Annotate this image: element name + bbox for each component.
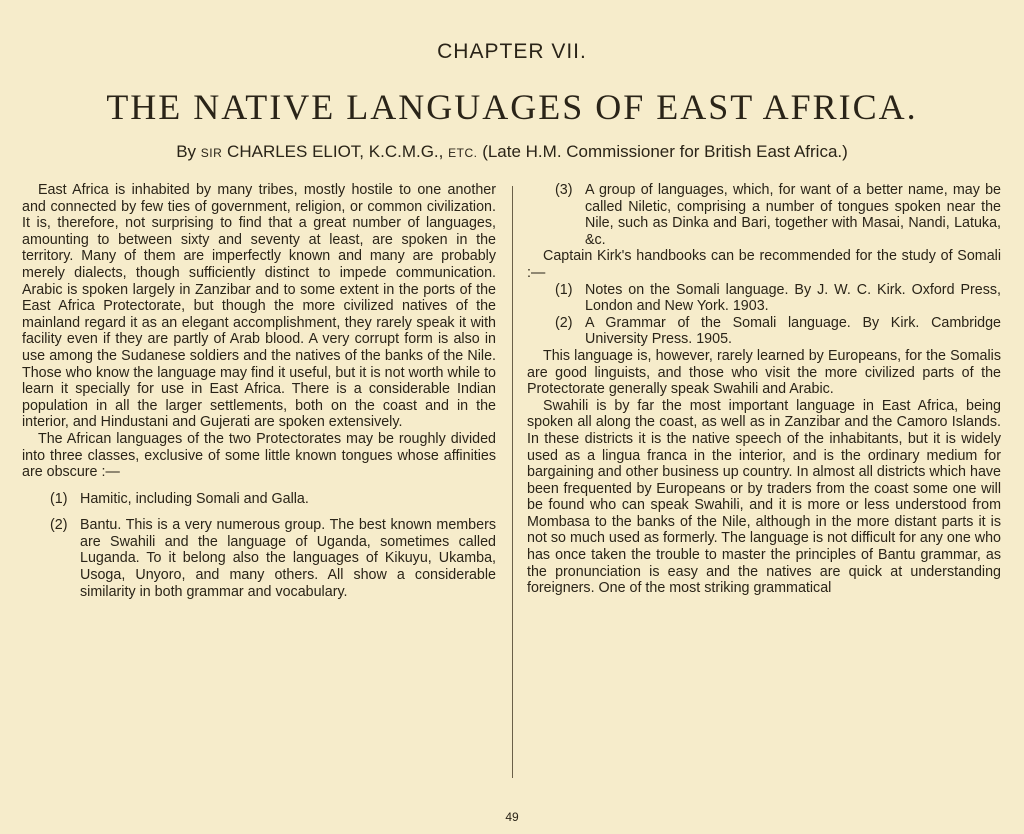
chapter-heading: CHAPTER VII.	[437, 40, 587, 63]
list-number: (1)	[555, 281, 573, 298]
list-number: (2)	[555, 314, 573, 331]
byline-prefix: By	[176, 142, 197, 161]
reference-item	[527, 315, 1001, 348]
list-item	[527, 182, 1001, 248]
list-text: A group of languages, which, for want of a better name, may be called Niletic, comprising a number of tongues spoken near the Nile, such as Dinka and Bari, together with Masai, Nandi, Latuka, &c.	[585, 182, 1001, 248]
byline-etc: ETC.	[448, 146, 478, 160]
left-column	[22, 182, 496, 600]
page-title: THE NATIVE LANGUAGES OF EAST AFRICA.	[106, 87, 918, 127]
byline-note: (Late H.M. Commissioner for British East Africa.)	[482, 142, 848, 161]
list-number: (3)	[555, 182, 573, 198]
list-text: Hamitic, including Somali and Galla.	[80, 490, 309, 507]
list-number: (2)	[50, 517, 68, 534]
paragraph: The African languages of the two Protectorates may be roughly divided into three classes, exclusive of some little known tongues whose affinities are obscure :—	[22, 430, 496, 481]
page-number: 49	[505, 810, 519, 824]
list-item	[22, 491, 496, 508]
list-number: (1)	[50, 490, 68, 507]
list-text: Notes on the Somali language. By J. W. C. Kirk. Oxford Press, London and New York. 1903.	[585, 281, 1001, 315]
paragraph: This language is, however, rarely learned by Europeans, for the Somalis are good linguists, and those who visit the more civilized parts of the Protectorate generally speak Swahili and Arabic.	[527, 347, 1001, 398]
list-text: Bantu. This is a very numerous group. The best known members are Swahili and the language of Uganda, sometimes called Luganda. To it belong also the languages of Kikuyu, Ukamba, Usoga, Unyoro, and many others. All show a considerable similarity in both grammar and vocabulary.	[80, 517, 496, 600]
column-divider	[512, 186, 513, 778]
byline	[0, 142, 1024, 162]
paragraph: Captain Kirk's handbooks can be recommended for the study of Somali :—	[527, 248, 1001, 281]
byline-author: CHARLES ELIOT, K.C.M.G.,	[227, 142, 444, 161]
list-text: A Grammar of the Somali language. By Kirk. Cambridge University Press. 1905.	[585, 314, 1001, 348]
right-column	[527, 182, 1001, 597]
reference-item	[527, 282, 1001, 315]
paragraph: Swahili is by far the most important language in East Africa, being spoken all along the coast, as well as in Zanzibar and the Camoro Islands. In these districts it is the native speech of the inhabitants, but it is widely used as a lingua franca in the interior, and is the ordinary medium for bargaining and other business up country. In almost all districts which have been frequented by Europeans or by traders from the coast some one will be found who can speak Swahili, and it is more or less understood from Mombasa to the banks of the Nile, although in the more distant parts it is not so much used as formerly. The language is not difficult for any one who has once taken the trouble to master the principles of Bantu grammar, as the pronunciation is easy and the natives are quick at understanding foreigners. One of the most striking grammatical	[527, 397, 1001, 597]
byline-sir: SIR	[200, 146, 223, 160]
list-item	[22, 517, 496, 600]
paragraph: East Africa is inhabited by many tribes, mostly hostile to one another and connected by few ties of government, religion, or common civilization. It is, therefore, not surprising to find that a great number of languages, amounting to between sixty and seventy at least, are spoken in the territory. Many of them are imperfectly known and many are probably merely dialects, though sufficiently distinct to impede communication. Arabic is spoken largely in Zanzibar and to some extent in the ports of the East Africa Protectorate, but though the more civilized natives of the mainland regard it as an elegant accomplishment, they rarely speak it with facility even if they are partly of Arab blood. A very corrupt form is also in use among the Sudanese soldiers and the natives of the banks of the Nile. Those who know the language may find it useful, but it is not worth while to learn it specially for use in East Africa. There is a considerable Indian population in all the larger settlements, both on the coast and in the interior, and Hindustani and Gujerati are spoken extensively.	[22, 182, 496, 431]
